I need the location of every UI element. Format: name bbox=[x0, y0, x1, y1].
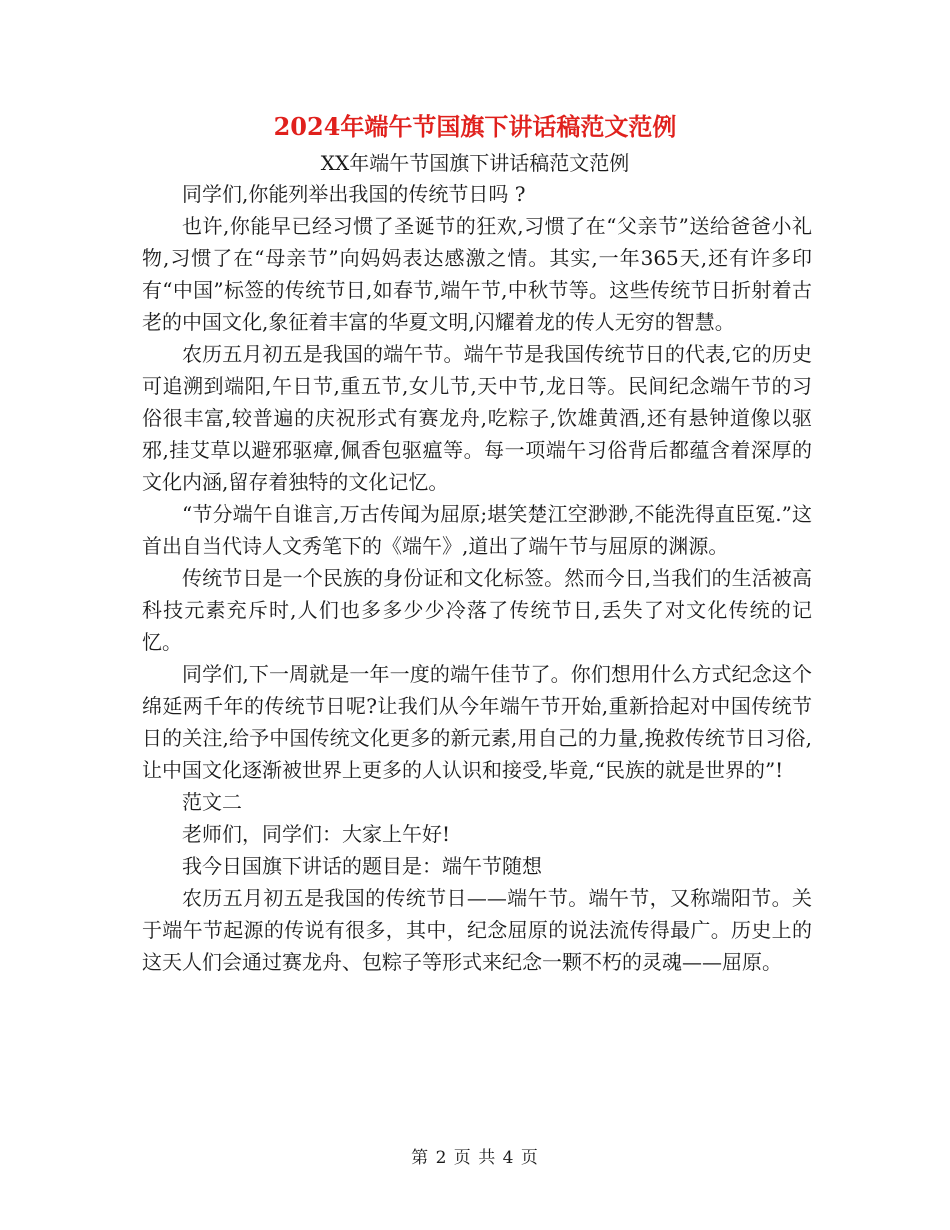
document-body bbox=[142, 178, 812, 978]
paragraph: 同学们,你能列举出我国的传统节日吗 ? bbox=[182, 182, 526, 206]
document-title: 2024年端午节国旗下讲话稿范文范例 bbox=[273, 112, 677, 141]
paragraph: “节分端午自谁言,万古传闻为屈原;堪笑楚江空渺渺,不能洗得直臣冤.”这首出自当代诗人文秀笔下的《端午》,道出了端午节与屈原的渊源。 bbox=[142, 502, 812, 558]
paragraph: 老师们，同学们：大家上午好! bbox=[182, 822, 451, 846]
paragraph: 农历五月初五是我国的传统节日——端午节。端午节，又称端阳节。关于端午节起源的传说有很多，其中，纪念屈原的说法流传得最广。历史上的这天人们会通过赛龙舟、包粽子等形式来纪念一颗不朽的灵魂——屈原。 bbox=[142, 886, 812, 974]
paragraph: 农历五月初五是我国的端午节。端午节是我国传统节日的代表,它的历史可追溯到端阳,午日节,重五节,女儿节,天中节,龙日等。民间纪念端午节的习俗很丰富,较普遍的庆祝形式有赛龙舟,吃粽子,饮雄黄酒,还有悬钟道像以驱邪,挂艾草以避邪驱瘴,佩香包驱瘟等。每一项端午习俗背后都蕴含着深厚的文化内涵,留存着独特的文化记忆。 bbox=[142, 342, 812, 494]
paragraph: 我今日国旗下讲话的题目是：端午节随想 bbox=[182, 854, 542, 878]
page-number-footer: 第 2 页 共 4 页 bbox=[411, 1148, 539, 1168]
section-heading: 范文二 bbox=[182, 790, 242, 814]
paragraph: 传统节日是一个民族的身份证和文化标签。然而今日,当我们的生活被高科技元素充斥时,人们也多多少少冷落了传统节日,丢失了对文化传统的记忆。 bbox=[142, 566, 812, 654]
paragraph: 同学们,下一周就是一年一度的端午佳节了。你们想用什么方式纪念这个绵延两千年的传统节日呢?让我们从今年端午节开始,重新拾起对中国传统节日的关注,给予中国传统文化更多的新元素,用自己的力量,挽救传统节日习俗,让中国文化逐渐被世界上更多的人认识和接受,毕竟,“民族的就是世界的”! bbox=[142, 662, 812, 782]
document-subtitle: XX年端午节国旗下讲话稿范文范例 bbox=[320, 151, 630, 175]
paragraph: 也许,你能早已经习惯了圣诞节的狂欢,习惯了在“父亲节”送给爸爸小礼物,习惯了在“母亲节”向妈妈表达感激之情。其实,一年365天,还有许多印有“中国”标签的传统节日,如春节,端午节,中秋节等。这些传统节日折射着古老的中国文化,象征着丰富的华夏文明,闪耀着龙的传人无穷的智慧。 bbox=[142, 214, 812, 334]
